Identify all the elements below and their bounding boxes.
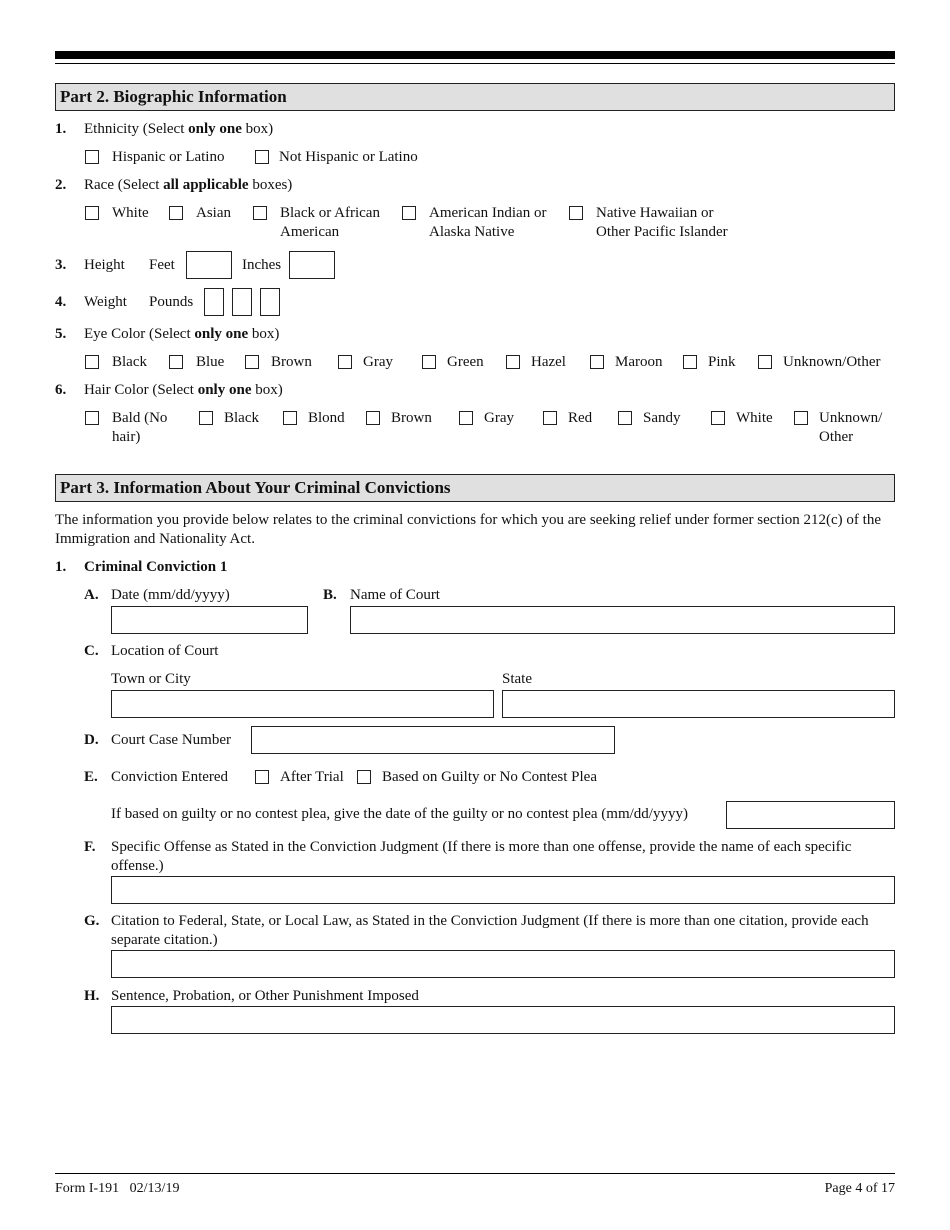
conviction-entered-label: Conviction Entered (111, 769, 229, 785)
guilty-plea-label: Based on Guilty or No Contest Plea (382, 769, 597, 785)
weight-digit-1-input[interactable] (204, 288, 224, 316)
eye-option-label: Unknown/Other (783, 354, 881, 370)
eye-option-label: Brown (271, 354, 312, 370)
eye-blue-checkbox[interactable] (169, 355, 183, 369)
conviction-title: Criminal Conviction 1 (84, 559, 228, 575)
ethnicity-not-hispanic-checkbox[interactable] (255, 150, 269, 164)
race-option-label-line2: Other Pacific Islander (596, 224, 728, 240)
ethnicity-option-label: Hispanic or Latino (112, 149, 225, 165)
eye-unknown-checkbox[interactable] (758, 355, 772, 369)
conviction-number: 1. (55, 559, 67, 575)
plea-date-input[interactable] (726, 801, 895, 829)
citation-input[interactable] (111, 950, 895, 978)
eye-option-label: Hazel (531, 354, 566, 370)
hair-option-label: Bald (No (112, 410, 168, 426)
ethnicity-option-label: Not Hispanic or Latino (279, 149, 418, 165)
q5-label: Eye Color (Select only one box) (84, 326, 280, 342)
q3-number: 3. (55, 257, 67, 273)
sentence-input[interactable] (111, 1006, 895, 1034)
eye-option-label: Green (447, 354, 484, 370)
eye-maroon-checkbox[interactable] (590, 355, 604, 369)
court-location-label: Location of Court (111, 643, 219, 659)
eye-gray-checkbox[interactable] (338, 355, 352, 369)
pounds-label: Pounds (149, 294, 194, 310)
height-feet-input[interactable] (186, 251, 232, 279)
race-option-label: Asian (196, 205, 231, 221)
eye-black-checkbox[interactable] (85, 355, 99, 369)
q1-number: 1. (55, 121, 67, 137)
race-option-label: Black or African (280, 205, 380, 221)
race-asian-checkbox[interactable] (169, 206, 183, 220)
part3-header: Part 3. Information About Your Criminal Convictions (55, 474, 895, 502)
hair-option-label: White (736, 410, 773, 426)
part2-header: Part 2. Biographic Information (55, 83, 895, 111)
case-number-label: Court Case Number (111, 732, 231, 748)
q2-number: 2. (55, 177, 67, 193)
hair-blond-checkbox[interactable] (283, 411, 297, 425)
item-a-letter: A. (84, 587, 99, 603)
weight-digit-3-input[interactable] (260, 288, 280, 316)
eye-hazel-checkbox[interactable] (506, 355, 520, 369)
hair-option-label: Unknown/ (819, 410, 883, 426)
height-label: Height (84, 257, 125, 273)
page-number: Page 4 of 17 (824, 1181, 895, 1196)
conviction-date-input[interactable] (111, 606, 308, 634)
q1-label: Ethnicity (Select only one box) (84, 121, 274, 137)
court-state-input[interactable] (502, 690, 895, 718)
specific-offense-label: Specific Offense as Stated in the Conviction Judgment (If there is more than one offense, provide the name of each specific offense.) (111, 839, 852, 874)
race-black-checkbox[interactable] (253, 206, 267, 220)
item-d-letter: D. (84, 732, 99, 748)
hair-unknown-checkbox[interactable] (794, 411, 808, 425)
court-town-input[interactable] (111, 690, 494, 718)
hair-white-checkbox[interactable] (711, 411, 725, 425)
date-label: Date (mm/dd/yyyy) (111, 587, 230, 603)
court-name-input[interactable] (350, 606, 895, 634)
q2-label: Race (Select all applicable boxes) (84, 177, 293, 193)
race-american-indian-checkbox[interactable] (402, 206, 416, 220)
hair-option-label-line2: Other (819, 429, 854, 445)
weight-digit-2-input[interactable] (232, 288, 252, 316)
hair-option-label: Black (224, 410, 259, 426)
item-b-letter: B. (323, 587, 337, 603)
eye-pink-checkbox[interactable] (683, 355, 697, 369)
q6-number: 6. (55, 382, 67, 398)
eye-brown-checkbox[interactable] (245, 355, 259, 369)
specific-offense-input[interactable] (111, 876, 895, 904)
citation-label: Citation to Federal, State, or Local Law, as Stated in the Conviction Judgment (If there is more than one citation, provide each separate citation.) (111, 913, 869, 948)
eye-option-label: Maroon (615, 354, 663, 370)
top-thin-rule (55, 63, 895, 64)
item-g-letter: G. (84, 913, 100, 929)
hair-red-checkbox[interactable] (543, 411, 557, 425)
hair-option-label-line2: hair) (112, 429, 141, 445)
eye-option-label: Blue (196, 354, 225, 370)
q5-number: 5. (55, 326, 67, 342)
guilty-plea-checkbox[interactable] (357, 770, 371, 784)
footer-rule (55, 1173, 895, 1174)
after-trial-checkbox[interactable] (255, 770, 269, 784)
race-native-hawaiian-checkbox[interactable] (569, 206, 583, 220)
eye-option-label: Gray (363, 354, 393, 370)
hair-option-label: Brown (391, 410, 432, 426)
race-option-label: American Indian or (429, 205, 547, 221)
eye-green-checkbox[interactable] (422, 355, 436, 369)
state-label: State (502, 671, 532, 687)
feet-label: Feet (149, 257, 175, 273)
weight-label: Weight (84, 294, 127, 310)
hair-brown-checkbox[interactable] (366, 411, 380, 425)
item-f-letter: F. (84, 839, 96, 855)
inches-label: Inches (242, 257, 282, 273)
race-option-label-line2: American (280, 224, 340, 240)
item-e-letter: E. (84, 769, 98, 785)
eye-option-label: Black (112, 354, 147, 370)
hair-bald-checkbox[interactable] (85, 411, 99, 425)
eye-option-label: Pink (708, 354, 736, 370)
town-label: Town or City (111, 671, 191, 687)
q6-label: Hair Color (Select only one box) (84, 382, 283, 398)
court-case-number-input[interactable] (251, 726, 615, 754)
height-inches-input[interactable] (289, 251, 335, 279)
ethnicity-hispanic-checkbox[interactable] (85, 150, 99, 164)
top-thick-rule (55, 51, 895, 59)
hair-gray-checkbox[interactable] (459, 411, 473, 425)
hair-option-label: Red (568, 410, 593, 426)
race-white-checkbox[interactable] (85, 206, 99, 220)
after-trial-label: After Trial (280, 769, 344, 785)
item-h-letter: H. (84, 988, 100, 1004)
plea-date-label: If based on guilty or no contest plea, give the date of the guilty or no contest plea (mm/dd/yyyy) (111, 806, 688, 822)
hair-option-label: Sandy (643, 410, 681, 426)
hair-sandy-checkbox[interactable] (618, 411, 632, 425)
part3-intro: The information you provide below relates to the criminal convictions for which you are seeking relief under former section 212(c) of the Immigration and Nationality Act. (55, 512, 881, 547)
q4-number: 4. (55, 294, 67, 310)
hair-black-checkbox[interactable] (199, 411, 213, 425)
race-option-label: White (112, 205, 149, 221)
hair-option-label: Gray (484, 410, 514, 426)
hair-option-label: Blond (308, 410, 345, 426)
race-option-label-line2: Alaska Native (429, 224, 515, 240)
form-id: Form I-191 02/13/19 (55, 1181, 180, 1196)
court-name-label: Name of Court (350, 587, 440, 603)
race-option-label: Native Hawaiian or (596, 205, 714, 221)
item-c-letter: C. (84, 643, 99, 659)
sentence-label: Sentence, Probation, or Other Punishment Imposed (111, 988, 419, 1004)
